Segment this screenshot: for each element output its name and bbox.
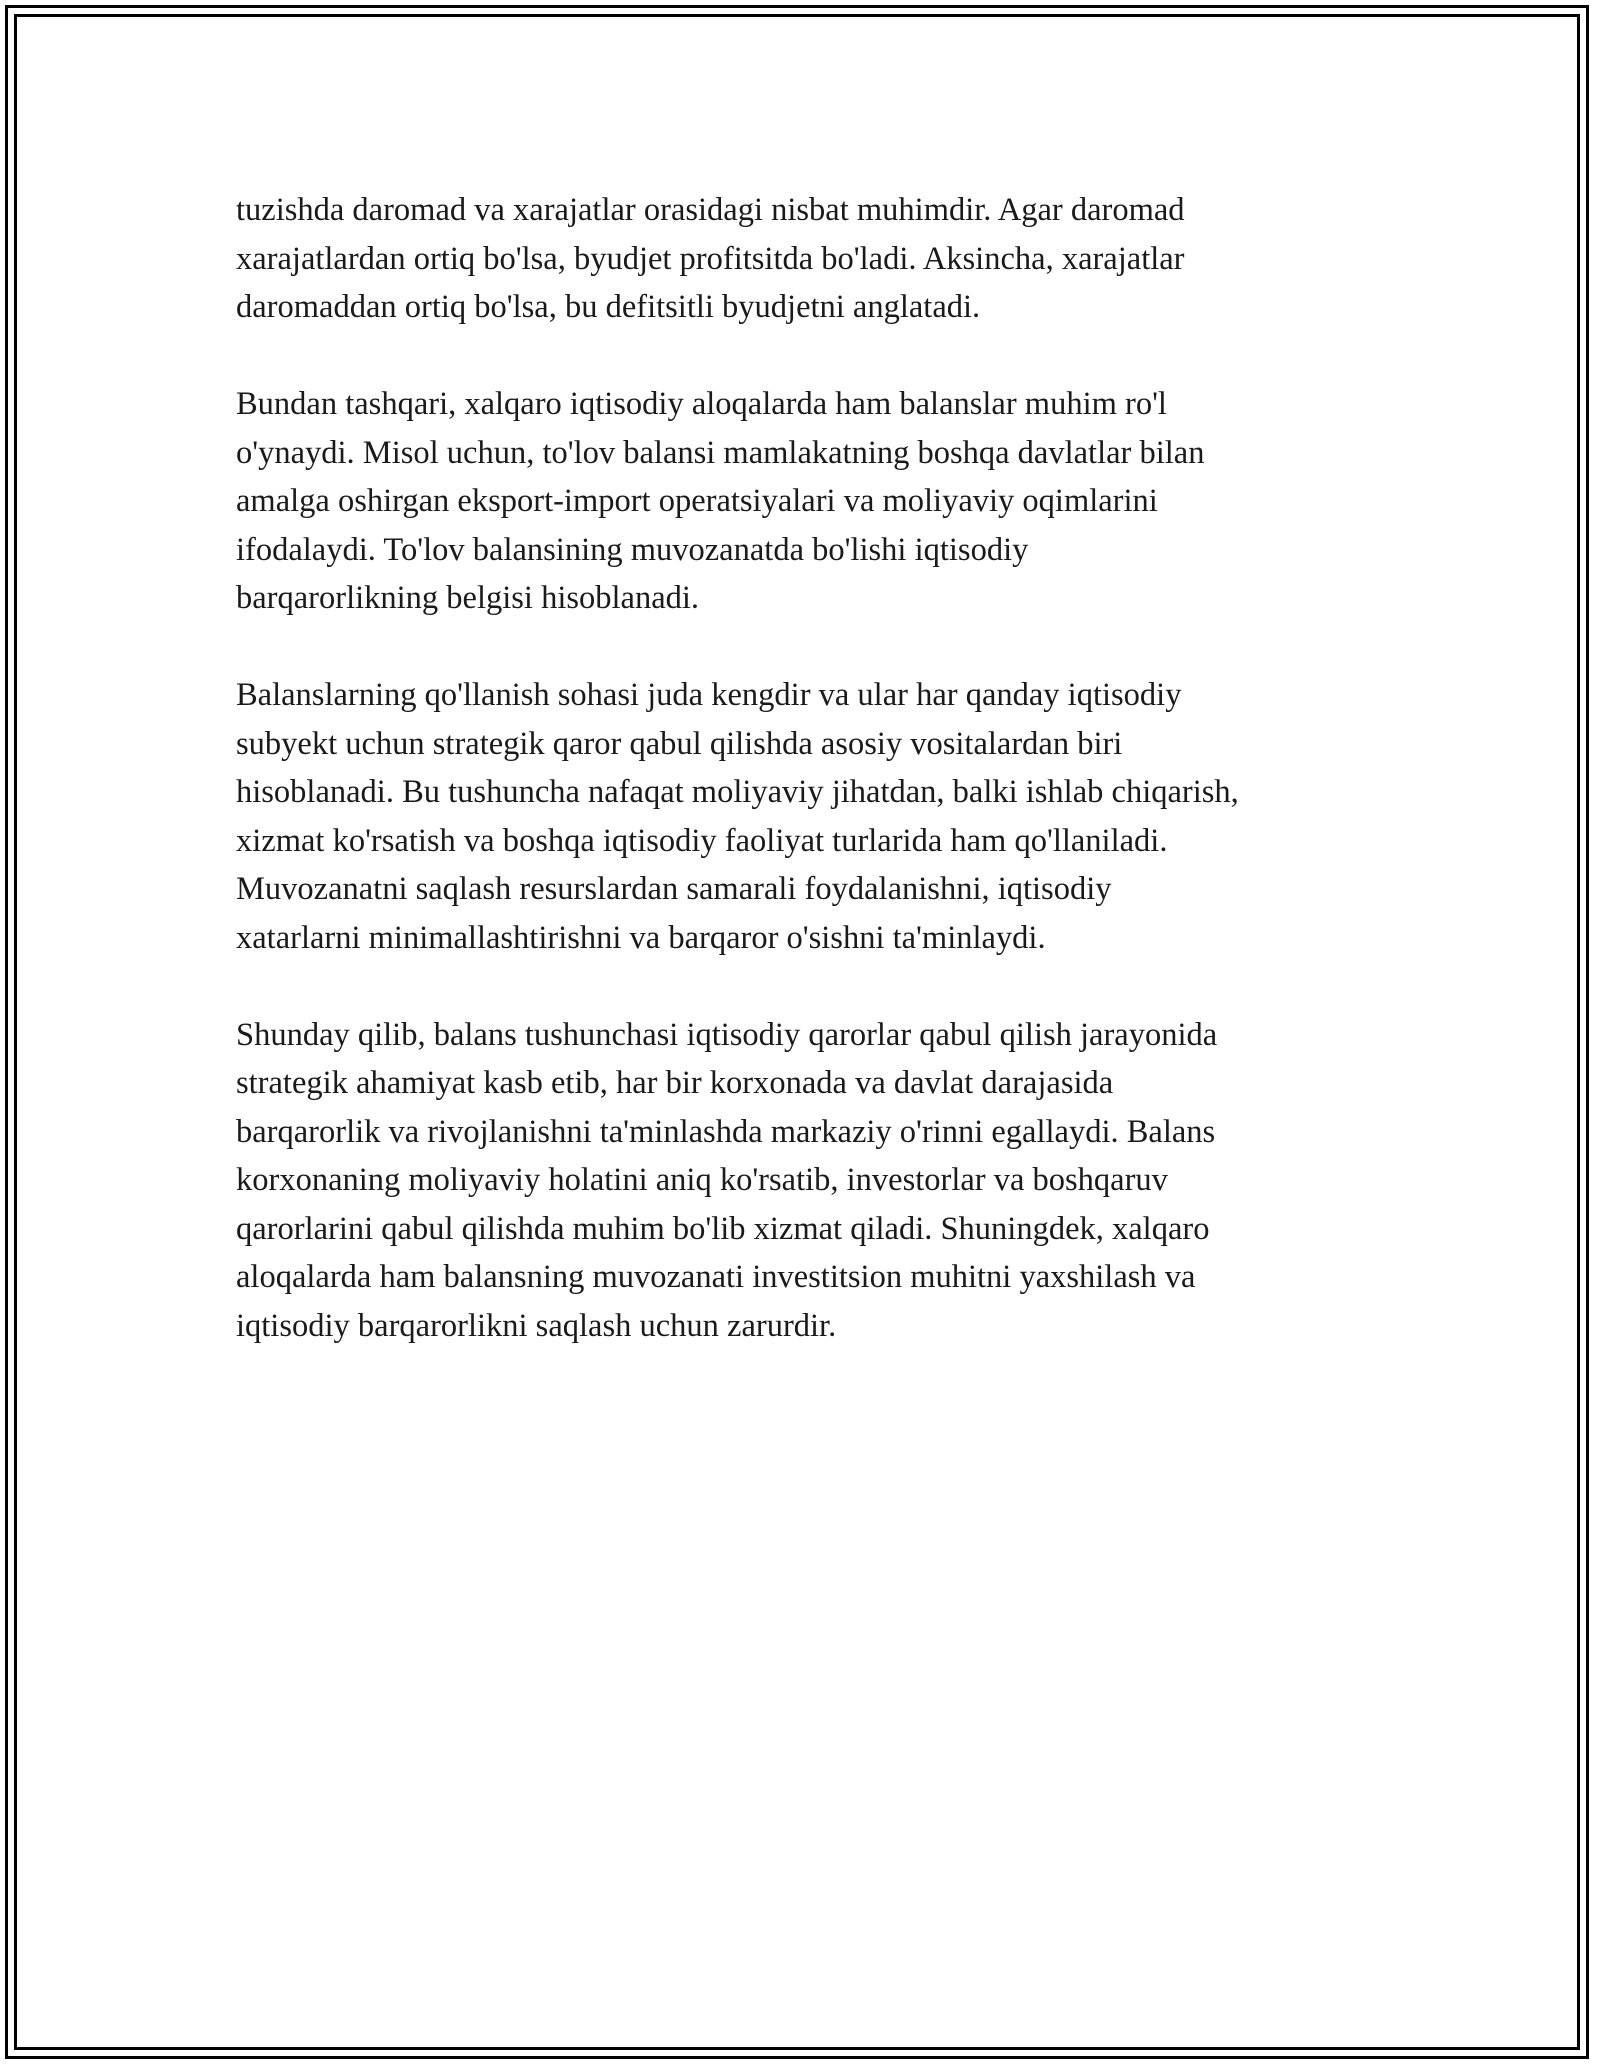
paragraph: Shunday qilib, balans tushunchasi iqtisodiy qarorlar qabul qilish jarayonida strategik ahamiyat kasb etib, har bir korxonada va davlat darajasida barqarorlik va rivojlanishni ta'minlashda markaziy o'rinni egallaydi. Balans korxonaning moliyaviy holatini aniq ko'rsatib, investorlar va boshqaruv qarorlarini qabul qilishda muhim bo'lib xizmat qiladi. Shuningdek, xalqaro aloqalarda ham balansning muvozanati investitsion muhitni yaxshilash va iqtisodiy barqarorlikni saqlash uchun zarurdir.	[236, 1016, 1218, 1344]
document-body	[236, 186, 1376, 1399]
paragraph: Balanslarning qo'llanish sohasi juda kengdir va ular har qanday iqtisodiy subyekt uchun strategik qaror qabul qilishda asosiy vositalardan biri hisoblanadi. Bu tushuncha nafaqat moliyaviy jihatdan, balki ishlab chiqarish, xizmat ko'rsatish va boshqa iqtisodiy faoliyat turlarida ham qo'llaniladi. Muvozanatni saqlash resurslardan samarali foydalanishni, iqtisodiy xatarlarni minimallashtirishni va barqaror o'sishni ta'minlaydi.	[236, 677, 1239, 956]
paragraph: Bundan tashqari, xalqaro iqtisodiy aloqalarda ham balanslar muhim ro'l o'ynaydi. Misol uchun, to'lov balansi mamlakatning boshqa davlatlar bilan amalga oshirgan eksport-import operatsiyalari va moliyaviy oqimlarini ifodalaydi. To'lov balansining muvozanatda bo'lishi iqtisodiy barqarorlikning belgisi hisoblanadi.	[236, 386, 1205, 616]
paragraph: tuzishda daromad va xarajatlar orasidagi nisbat muhimdir. Agar daromad xarajatlardan ortiq bo'lsa, byudjet profitsitda bo'ladi. Aksincha, xarajatlar daromaddan ortiq bo'lsa, bu defitsitli byudjetni anglatadi.	[236, 192, 1185, 325]
